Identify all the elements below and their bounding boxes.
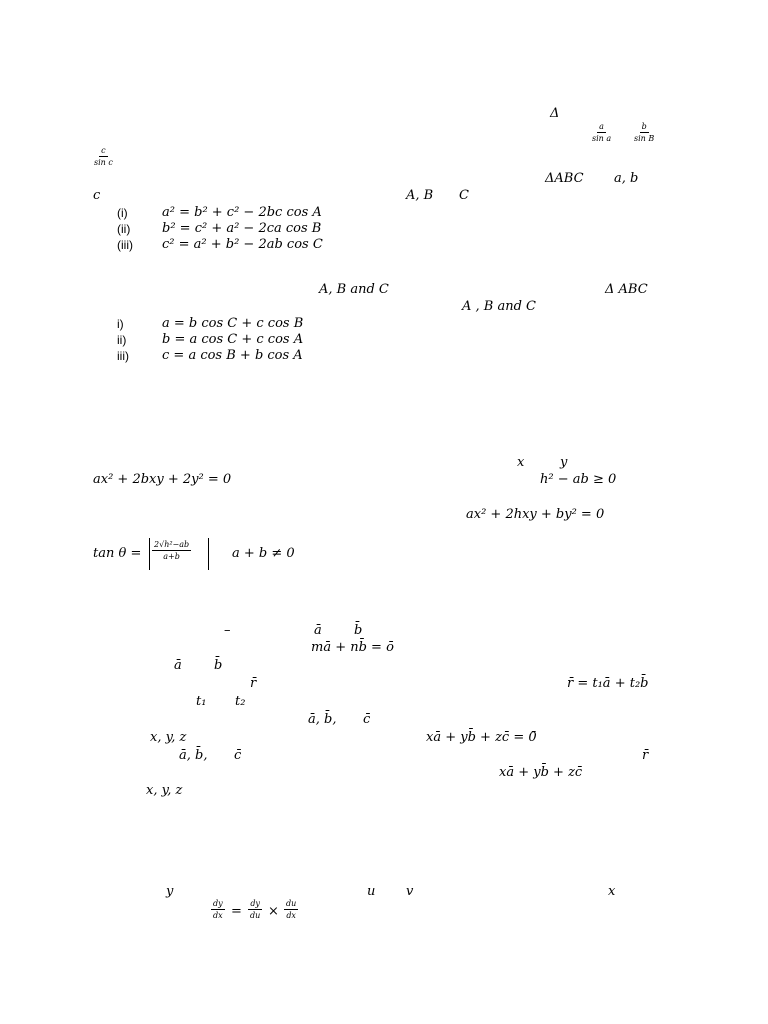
fraction-b-over-sin [632,122,656,143]
tan-condition: a + b ≠ 0 [232,546,295,561]
variable-u: u [367,884,376,899]
item-label: (i) [117,206,128,220]
scalars-x-y-z-2: x, y, z [146,783,183,798]
times-sign: × [268,904,279,919]
vector-b-bar: b̄ [354,623,363,638]
fraction-a-over-sin [590,122,613,143]
delta-symbol: Δ [550,106,560,121]
equals-sign: = [231,904,242,919]
projection-formula-a: a = b cos C + c cos B [162,316,304,331]
fraction-denominator: a+b [163,552,180,561]
vector-c-bar: c̄ [363,712,371,727]
vector-c-bar-2: c̄ [234,748,242,763]
fraction-denominator: dx [286,911,296,920]
cosine-formula-b: b² = c² + a² − 2ca cos B [162,221,322,236]
vector-b-bar-2: b̄ [214,658,223,673]
fraction-denominator: sin a [592,134,612,143]
triangle-abc: ΔABC [545,171,584,186]
vectors-a-b: ā, b̄, [308,712,337,727]
fraction-denominator: sin B [634,134,655,143]
sides-a-b: a, b [614,171,639,186]
vector-r-bar: r̄ [250,676,257,691]
scalar-t2: t₂ [235,694,246,709]
variable-v: v [406,884,414,899]
item-label: iii) [117,349,129,363]
cosine-formula-a: a² = b² + c² − 2bc cos A [162,205,322,220]
vector-a-bar-2: ā [174,658,182,673]
variable-x: x [608,884,616,899]
scalar-t1: t₁ [196,694,207,709]
fraction-denominator: dx [213,911,223,920]
item-label: (iii) [117,238,133,252]
three-vector-combination: xā + yb̄ + zc̄ [499,765,583,780]
scalars-x-y-z: x, y, z [150,730,187,745]
general-equation: ax² + 2hxy + by² = 0 [466,507,605,522]
variable-y: y [166,884,174,899]
angle-c: C [459,188,469,203]
tan-prefix: tan θ = [93,546,142,561]
fraction-dy-dx [211,899,225,920]
fraction-c-over-sin [92,146,115,167]
projection-formula-c: c = a cos B + b cos A [162,348,303,363]
vectors-a-b-2: ā, b̄, [179,748,208,763]
cosine-formula-c: c² = a² + b² − 2ab cos C [162,237,323,252]
fraction-numerator: dy [250,899,260,908]
fraction-numerator: b [641,122,647,131]
vector-a-bar: ā [314,623,322,638]
linear-combination: mā + nb̄ = ō [311,640,394,655]
angles-a-b-c: A, B and C [319,282,389,297]
zero-vector-equation: xā + yb̄ + zc̄ = 0̄ [426,730,537,745]
fraction-denominator: sin c [94,158,113,167]
vector-r-equation: r̄ = t₁ā + t₂b̄ [567,676,649,691]
side-c: c [93,188,101,203]
vector-r-bar-2: r̄ [642,748,649,763]
condition-real-lines: h² − ab ≥ 0 [540,472,617,487]
fraction-denominator: du [250,911,261,920]
angles-a-b: A, B [406,188,434,203]
fraction-numerator: du [286,899,297,908]
fraction-numerator: dy [213,899,223,908]
triangle-abc-2: Δ ABC [605,282,648,297]
dash: – [224,623,231,638]
angles-a-b-c-2: A , B and C [462,299,536,314]
equation-pair-lines: ax² + 2bxy + 2y² = 0 [93,472,232,487]
item-label: ii) [117,333,127,347]
item-label: i) [117,317,124,331]
fraction-numerator: a [599,122,604,131]
tan-fraction [152,540,191,561]
fraction-du-dx [284,899,298,920]
item-label: (ii) [117,222,131,236]
fraction-dy-du [248,899,262,920]
variable-y: y [560,455,568,470]
variable-x: x [517,455,525,470]
projection-formula-b: b = a cos C + c cos A [162,332,304,347]
fraction-numerator: 2√h²−ab [154,540,190,549]
fraction-numerator: c [101,146,106,155]
